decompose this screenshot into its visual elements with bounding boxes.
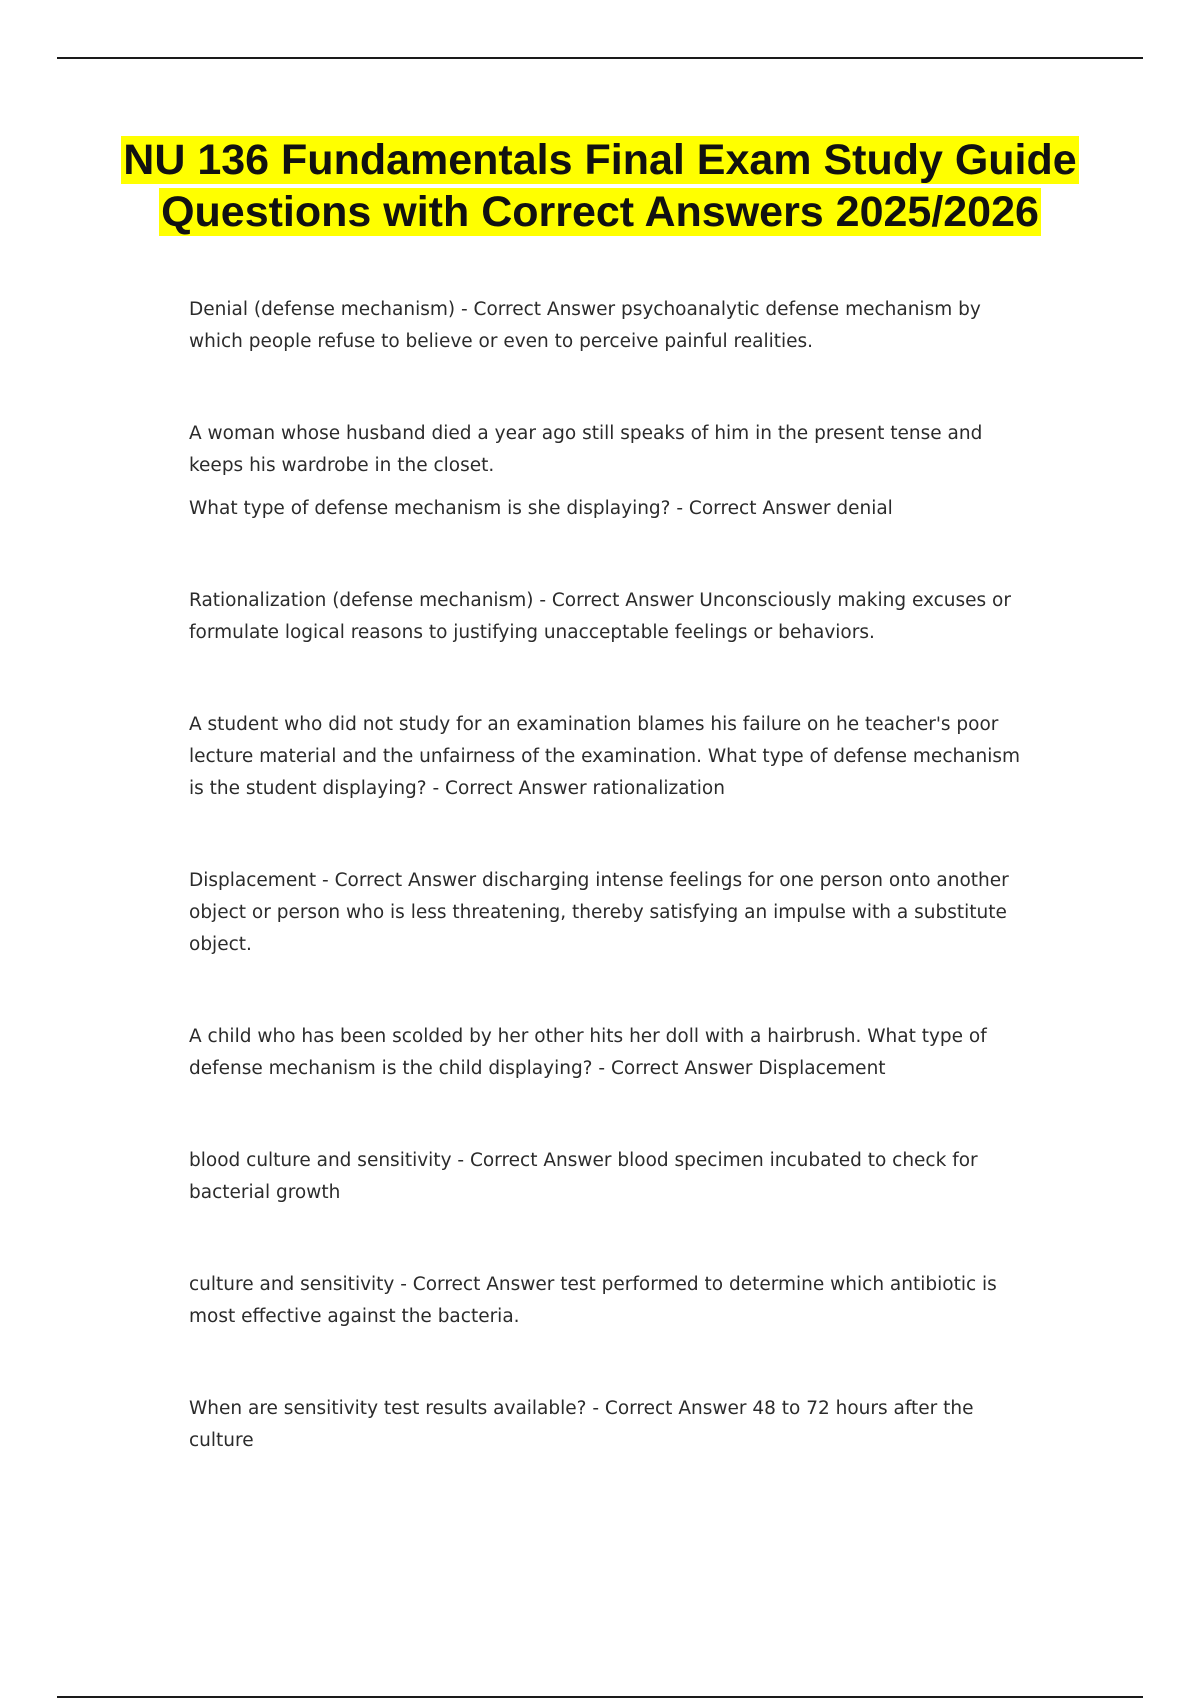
entry-denial-scenario: A woman whose husband died a year ago still speaks of him in the present tense and keeps his wardrobe in the closet. (189, 423, 983, 476)
entry-culture-sensitivity: culture and sensitivity - Correct Answer test performed to determine which antibiotic is most effective against the bacteria. (189, 1274, 997, 1327)
entry-sensitivity-timing: When are sensitivity test results available? - Correct Answer 48 to 72 hours after the culture (189, 1398, 974, 1451)
document-body (189, 294, 1039, 1457)
entry-displacement-definition: Displacement - Correct Answer discharging intense feelings for one person onto another object or person who is less threatening, thereby satisfying an impulse with a substitute object. (189, 870, 1009, 955)
entry-denial-question: What type of defense mechanism is she displaying? - Correct Answer denial (189, 498, 893, 519)
top-rule (57, 57, 1143, 59)
entry-denial-definition: Denial (defense mechanism) - Correct Answer psychoanalytic defense mechanism by which people refuse to believe or even to perceive painful realities. (189, 299, 981, 352)
document-title (100, 134, 1100, 238)
entry-blood-culture: blood culture and sensitivity - Correct Answer blood specimen incubated to check for bacterial growth (189, 1150, 978, 1203)
title-block (100, 134, 1100, 238)
entry-rationalization-definition: Rationalization (defense mechanism) - Correct Answer Unconsciously making excuses or formulate logical reasons to justifying unacceptable feelings or behaviors. (189, 590, 1011, 643)
entry-displacement-question: A child who has been scolded by her other hits her doll with a hairbrush. What type of defense mechanism is the child displaying? - Correct Answer Displacement (189, 1026, 987, 1079)
entry-rationalization-question: A student who did not study for an examination blames his failure on he teacher's poor lecture material and the unfairness of the examination. What type of defense mechanism is the student displaying? - Correct Answer rationalization (189, 714, 1021, 799)
bottom-rule (57, 1696, 1143, 1698)
title-highlight: NU 136 Fundamentals Final Exam Study Guide Questions with Correct Answers 2025/2026 (123, 136, 1077, 236)
